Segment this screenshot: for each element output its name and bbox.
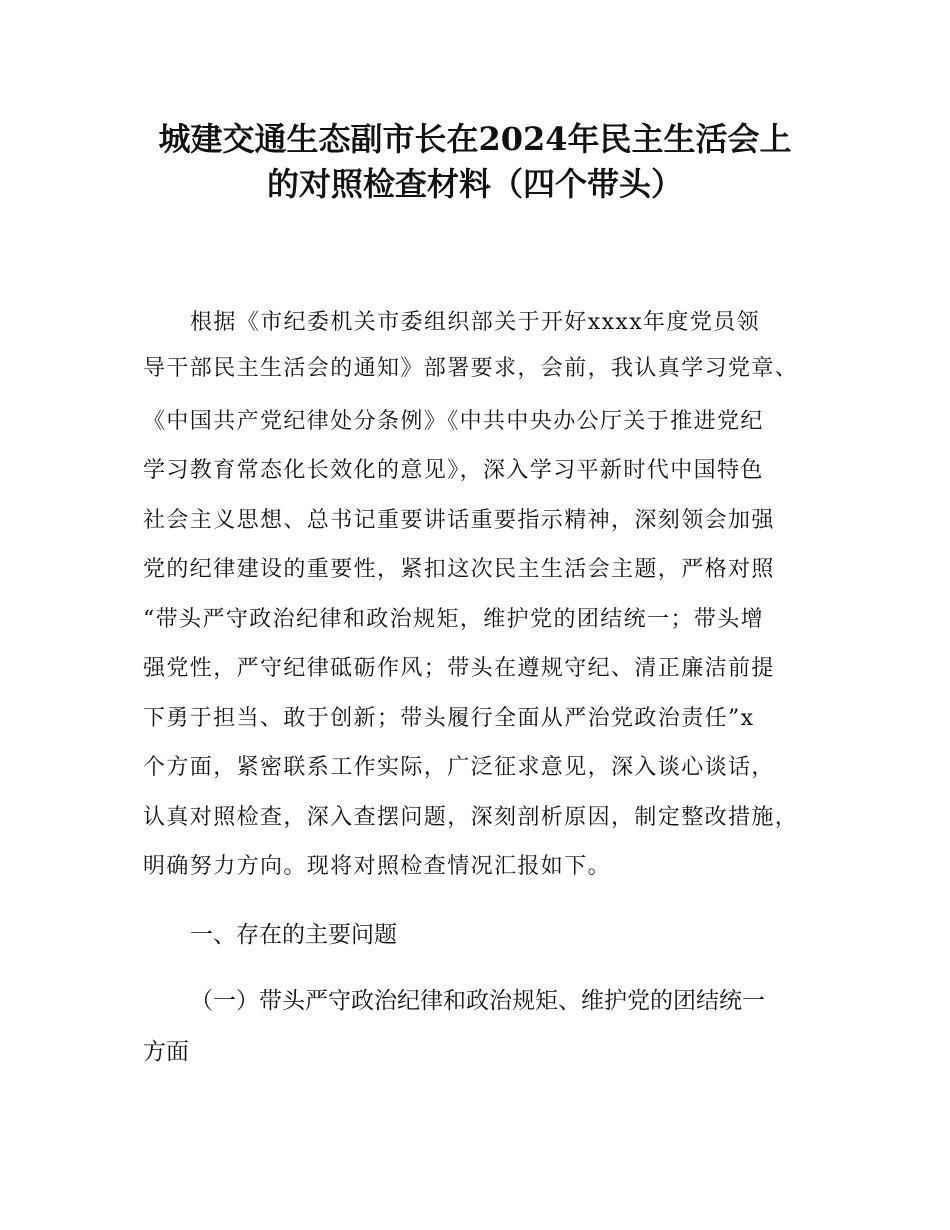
paragraph-line: 《中国共产党纪律处分条例》《中共中央办公厅关于推进党纪	[143, 409, 764, 434]
paragraph-line: 个方面，紧密联系工作实际，广泛征求意见，深入谈心谈话，	[143, 755, 775, 780]
document-title-line-2: 的对照检查材料（四个带头）	[266, 165, 683, 203]
paragraph-line: 下勇于担当、敢于创新；带头履行全面从严治党政治责任”x	[143, 706, 755, 731]
paragraph-line: “带头严守政治纪律和政治规矩，维护党的团结统一；带头增	[143, 607, 765, 632]
paragraph-line: 社会主义思想、总书记重要讲话重要指示精神，深刻领会加强	[143, 508, 775, 533]
paragraph-line: 学习教育常态化长效化的意见》，深入学习平新时代中国特色	[143, 458, 764, 483]
paragraph-line: 党的纪律建设的重要性，紧扣这次民主生活会主题，严格对照	[143, 557, 775, 582]
paragraph-line: 强党性，严守纪律砥砺作风；带头在遵规守纪、清正廉洁前提	[143, 656, 775, 681]
paragraph-line: 导干部民主生活会的通知》部署要求，会前，我认真学习党章、	[143, 356, 799, 381]
document-title-line-1: 城建交通生态副市长在2024年民主生活会上	[158, 120, 792, 158]
paragraph-line: 根据《市纪委机关市委组织部关于开好xxxx年度党员领	[190, 310, 761, 335]
paragraph-line: 明确努力方向。现将对照检查情况汇报如下。	[143, 854, 612, 879]
subsection-heading-line-1: （一）带头严守政治纪律和政治规矩、维护党的团结统一	[190, 988, 765, 1014]
subsection-heading-line-2: 方面	[143, 1039, 189, 1065]
paragraph-line: 认真对照检查，深入查摆问题，深刻剖析原因，制定整改措施，	[143, 805, 799, 830]
section-heading: 一、存在的主要问题	[190, 922, 397, 948]
